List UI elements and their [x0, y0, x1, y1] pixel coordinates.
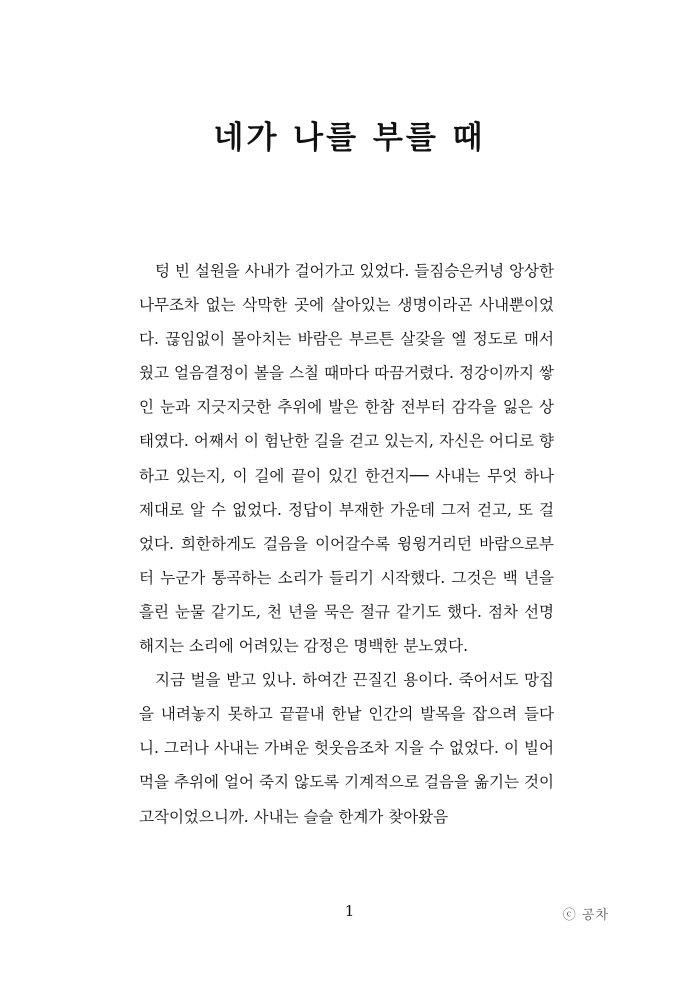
paragraph-1: 텅 빈 설원을 사내가 걸어가고 있었다. 들짐승은커녕 앙상한 나무조차 없는 삭막한 곳에 살아있는 생명이라곤 사내뿐이었다. 끊임없이 몰아치는 바람은 부르튼 살갗을 엘 정도로 매서웠고 얼음결정이 볼을 스칠 때마다 따끔거렸다. 정강이까지 쌓인 눈과 지긋지긋한 추위에 발은 한참 전부터 감각을 잃은 상태였다. 어째서 이 험난한 길을 걷고 있는지, 자신은 어디로 향하고 있는지, 이 길에 끝이 있긴 한건지── 사내는 무엇 하나 제대로 알 수 없었다. 정답이 부재한 가운데 그저 걷고, 또 걸었다. 희한하게도 걸음을 이어갈수록 윙윙거리던 바람으로부터 누군가 통곡하는 소리가 들리기 시작했다. 그것은 백 년을 흘린 눈물 같기도, 천 년을 묵은 절규 같기도 했다. 점차 선명해지는 소리에 어려있는 감정은 명백한 분노였다.	[139, 262, 554, 656]
paragraph-2: 지금 벌을 받고 있나. 하여간 끈질긴 용이다. 죽어서도 망집을 내려놓지 못하고 끝끝내 한낱 인간의 발목을 잡으려 들다니. 그러나 사내는 가벼운 헛웃음조차 지을 수 없었다. 이 빌어먹을 추위에 얼어 죽지 않도록 기계적으로 걸음을 옮기는 것이 고작이었으니까. 사내는 슬슬 한계가 찾아왔음	[139, 671, 554, 826]
body-text	[139, 254, 554, 834]
copyright-notice: ⓒ 공차	[562, 908, 609, 923]
page-title: 네가 나를 부를 때	[213, 120, 486, 156]
page-number: 1	[344, 902, 355, 920]
